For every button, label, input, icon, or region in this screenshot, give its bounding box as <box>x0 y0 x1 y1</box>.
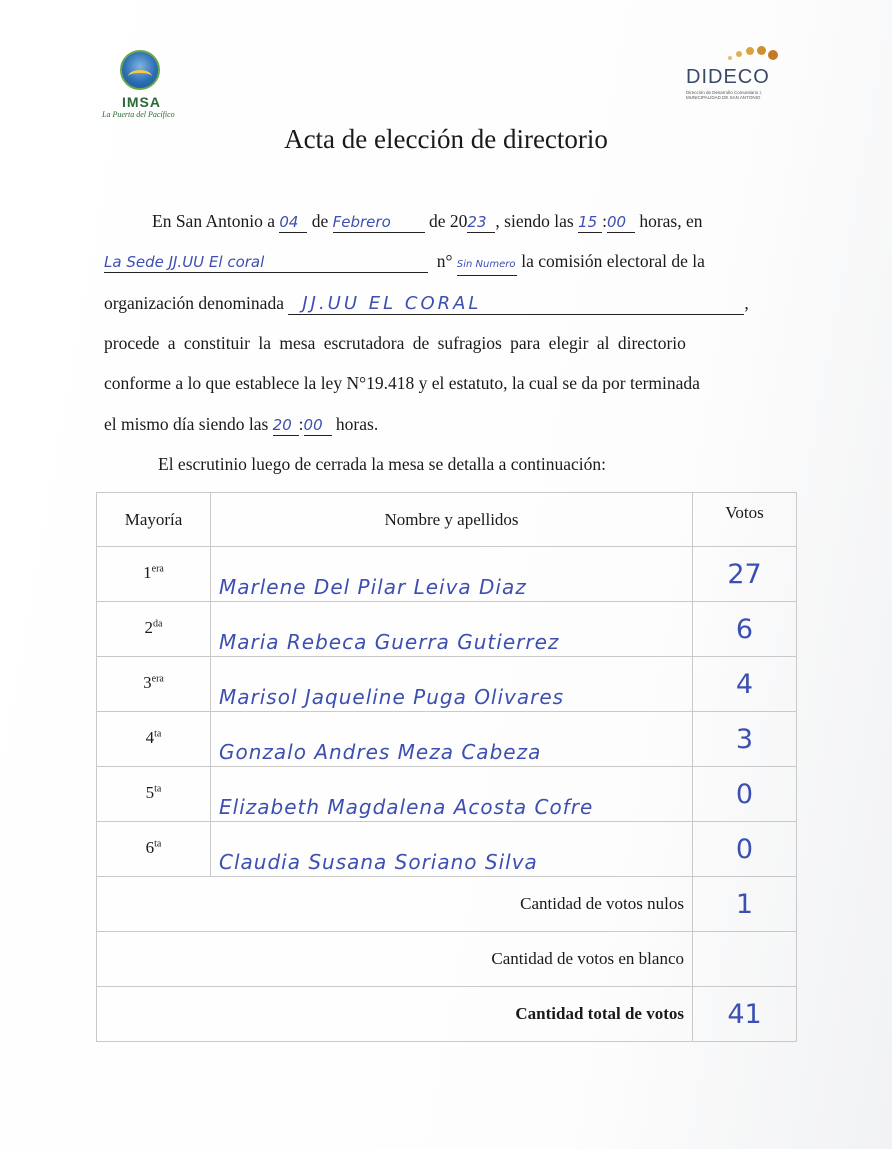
month-field: Febrero <box>333 211 425 233</box>
dideco-logo <box>686 44 786 106</box>
null-votes-value: 1 <box>693 877 797 932</box>
total-votes-row <box>97 987 797 1042</box>
rank-number: 2 <box>144 618 154 637</box>
candidate-votes: 0 <box>735 778 754 810</box>
imsa-tagline: La Puerta del Pacífico <box>102 110 175 119</box>
paragraph-2: El escrutinio luego de cerrada la mesa se detalla a continuación: <box>158 454 607 474</box>
text: horas, en <box>639 211 703 231</box>
candidate-row <box>97 547 797 602</box>
text: de <box>311 211 329 231</box>
text: horas. <box>335 414 379 434</box>
text: : <box>298 414 304 434</box>
year-field: 23 <box>467 211 495 233</box>
rank-suffix: ta <box>154 838 162 850</box>
table-header-row <box>97 493 797 547</box>
candidate-name: Marisol Jaqueline Puga Olivares <box>219 685 565 709</box>
results-table <box>96 492 797 1042</box>
text: , siendo las <box>495 211 574 231</box>
minute-field: 00 <box>607 211 635 233</box>
document-title: Acta de elección de directorio <box>284 124 608 154</box>
number-field: Sin Numero <box>457 251 517 276</box>
imsa-logo <box>98 44 190 124</box>
rank-number: 5 <box>145 783 155 802</box>
candidate-votes: 0 <box>735 833 754 865</box>
text: , <box>744 293 749 313</box>
rank-suffix: era <box>151 673 164 685</box>
hour-field: 15 <box>578 211 602 233</box>
text: el mismo día siendo las <box>104 414 269 434</box>
candidate-name: Claudia Susana Soriano Silva <box>219 850 538 874</box>
header-rank: Mayoría <box>97 493 211 547</box>
candidate-row <box>97 712 797 767</box>
null-votes-label: Cantidad de votos nulos <box>97 877 693 932</box>
paragraph-line-4: procede a constituir la mesa escrutadora de sufragios para elegir al directorio <box>104 333 686 353</box>
candidate-row <box>97 657 797 712</box>
text: de 20 <box>429 211 468 231</box>
rank-number: 6 <box>145 838 155 857</box>
dideco-subtitle: Dirección de Desarrollo Comunitario I. MUNICIPALIDAD DE SAN ANTONIO <box>686 90 763 100</box>
rank-cell <box>97 822 211 877</box>
candidate-name: Maria Rebeca Guerra Gutierrez <box>219 630 560 654</box>
imsa-seal-icon <box>120 50 160 90</box>
total-votes-label: Cantidad total de votos <box>97 987 693 1042</box>
rank-cell <box>97 657 211 712</box>
total-votes-value: 41 <box>693 987 797 1042</box>
candidate-name-cell <box>211 712 693 767</box>
day-field: 04 <box>279 211 307 233</box>
candidate-votes-cell <box>693 822 797 877</box>
candidate-name-cell <box>211 767 693 822</box>
candidate-votes: 3 <box>735 723 754 755</box>
header-name: Nombre y apellidos <box>211 493 693 547</box>
end-minute-field: 00 <box>304 414 332 436</box>
candidate-row <box>97 822 797 877</box>
text: : <box>602 211 607 231</box>
candidate-name-cell <box>211 547 693 602</box>
rank-cell <box>97 712 211 767</box>
candidate-row <box>97 767 797 822</box>
organization-field: JJ.UU EL CORAL <box>288 293 744 315</box>
text: la comisión electoral de la <box>521 251 705 271</box>
paragraph-line-2 <box>104 251 705 276</box>
candidate-row <box>97 602 797 657</box>
candidate-name: Marlene Del Pilar Leiva Diaz <box>219 575 527 599</box>
imsa-name: IMSA <box>122 94 161 110</box>
paragraph-line-5: conforme a lo que establece la ley N°19.418 y el estatuto, la cual se da por terminada <box>104 373 700 393</box>
blank-votes-value <box>693 932 797 987</box>
header-votes: Votos <box>693 493 797 547</box>
rank-number: 3 <box>143 673 152 692</box>
paragraph-line-6 <box>104 414 378 436</box>
candidate-name: Gonzalo Andres Meza Cabeza <box>219 740 542 764</box>
text: n° <box>436 251 453 271</box>
end-hour-field: 20 <box>273 414 299 436</box>
candidate-name-cell <box>211 822 693 877</box>
candidate-name: Elizabeth Magdalena Acosta Cofre <box>219 795 594 819</box>
candidate-name-cell <box>211 657 693 712</box>
dideco-dots-icon <box>710 44 770 64</box>
candidate-votes: 27 <box>727 558 762 590</box>
candidate-votes: 4 <box>735 668 754 700</box>
text: En San Antonio a <box>152 211 275 231</box>
candidate-votes: 6 <box>735 613 754 645</box>
blank-votes-row <box>97 932 797 987</box>
rank-cell <box>97 547 211 602</box>
text: organización denominada <box>104 293 284 313</box>
rank-suffix: ta <box>154 783 162 795</box>
candidate-votes-cell <box>693 712 797 767</box>
candidate-votes-cell <box>693 547 797 602</box>
rank-suffix: ta <box>154 728 162 740</box>
blank-votes-label: Cantidad de votos en blanco <box>97 932 693 987</box>
rank-number: 4 <box>145 728 155 747</box>
candidate-votes-cell <box>693 602 797 657</box>
candidate-votes-cell <box>693 657 797 712</box>
rank-suffix: era <box>151 563 164 575</box>
paragraph-line-1 <box>152 211 703 233</box>
rank-suffix: da <box>153 618 163 630</box>
candidate-name-cell <box>211 602 693 657</box>
candidate-votes-cell <box>693 767 797 822</box>
paragraph-line-3 <box>104 293 749 315</box>
rank-number: 1 <box>143 563 152 582</box>
null-votes-row <box>97 877 797 932</box>
rank-cell <box>97 602 211 657</box>
place-field: La Sede JJ.UU El coral <box>104 251 428 273</box>
dideco-name: DIDECO <box>686 66 770 88</box>
rank-cell <box>97 767 211 822</box>
